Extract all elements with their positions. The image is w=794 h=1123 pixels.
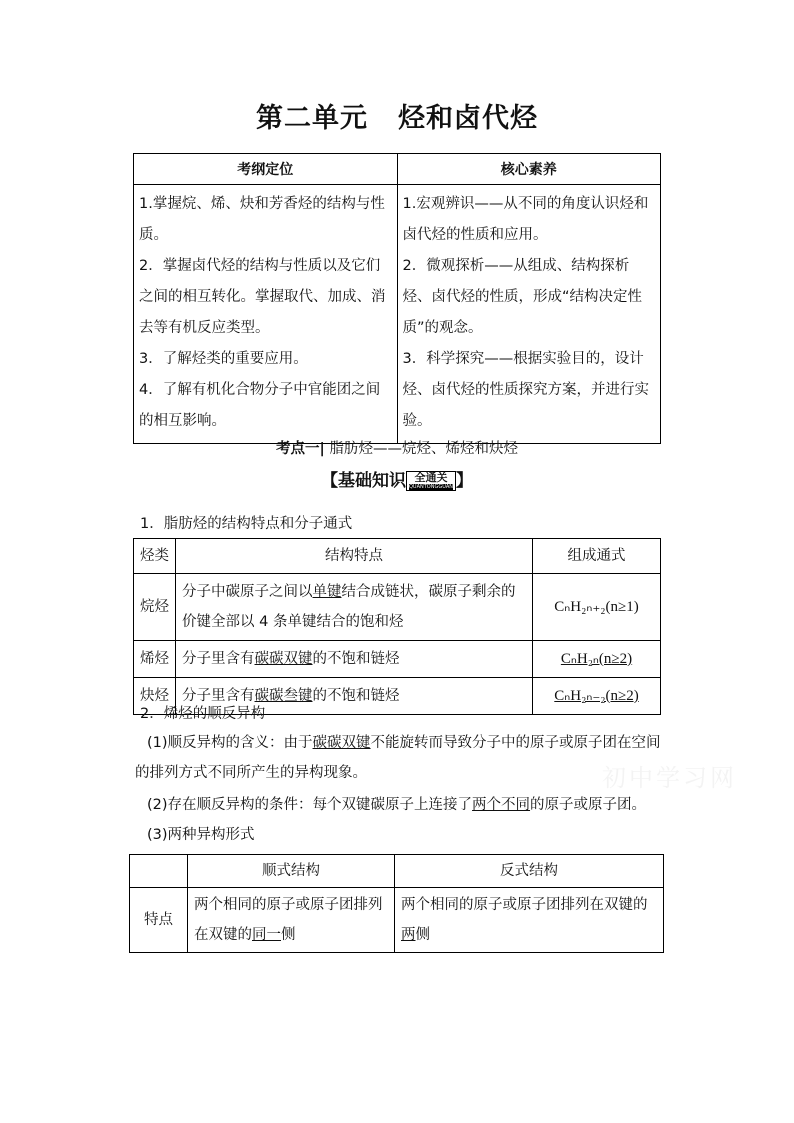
title-topic: 烃和卤代烃 — [398, 103, 538, 134]
kaodian-text: 脂肪烃——烷烃、烯烃和炔烃 — [329, 441, 518, 457]
hexin-item: 3．科学探究——根据实验目的，设计烃、卤代烃的性质探究方案，并进行实验。 — [402, 351, 649, 429]
row-structure — [176, 641, 533, 678]
section1-heading: 1．脂肪烃的结构特点和分子通式 — [140, 516, 353, 532]
text: 结合成链状，碳原子剩余的价键全部以 4 条单键结合的饱和烃 — [182, 584, 516, 630]
title-unit: 第二单元 — [256, 103, 368, 134]
answer-underline: 碳碳双键 — [312, 735, 371, 751]
col-trans: 反式结构 — [395, 855, 664, 888]
row-name: 特点 — [130, 888, 188, 953]
text: 分子中碳原子之间以 — [182, 584, 313, 600]
col-cis: 顺式结构 — [188, 855, 395, 888]
cis-cell — [188, 888, 395, 953]
kaodian-label: 考点一| — [276, 441, 325, 457]
kaogang-item: 4．了解有机化合物分子中官能团之间的相互影响。 — [139, 382, 381, 429]
banner-left: 【基础知识 — [320, 471, 406, 491]
text: 的原子或原子团。 — [530, 797, 647, 813]
paragraph-condition — [135, 790, 663, 820]
row-name: 炔烃 — [134, 678, 176, 715]
row-structure — [176, 574, 533, 641]
aliphatic-table — [133, 538, 661, 715]
kaogang-item: 1.掌握烷、烯、炔和芳香烃的结构与性质。 — [139, 196, 385, 243]
header-hexin: 核心素养 — [397, 154, 661, 185]
text: (2)存在顺反异构的条件：每个双键碳原子上连接了 — [147, 797, 473, 813]
hexin-item: 2．微观探析——从组成、结构探析烃、卤代烃的性质，形成“结构决定性质”的观念。 — [402, 258, 643, 336]
section2-heading: 2．烯烃的顺反异构 — [140, 706, 266, 722]
answer-underline: 单键 — [312, 584, 342, 600]
table-row — [134, 574, 661, 641]
text: 侧 — [281, 927, 296, 943]
text: 两个相同的原子或原子团排列在双键的 — [401, 897, 648, 913]
banner-tag-small: QUANTONGGUAN — [408, 484, 454, 490]
col-formula: 组成通式 — [533, 539, 661, 574]
text: 的不饱和链烃 — [312, 651, 400, 667]
header-kaogang: 考纲定位 — [134, 154, 398, 185]
isomer-table — [129, 854, 664, 953]
banner-tag — [406, 471, 456, 491]
col-structure: 结构特点 — [176, 539, 533, 574]
hexin-cell — [397, 185, 661, 444]
row-name: 烯烃 — [134, 641, 176, 678]
kaogang-cell — [134, 185, 398, 444]
table-row — [130, 888, 664, 953]
kaogang-item: 3．了解烃类的重要应用。 — [139, 351, 308, 367]
text: 不能旋转而导致分子中的原子或原子团在空间的排列方式不同所产生的异构现象。 — [135, 735, 661, 781]
page-title — [0, 96, 794, 135]
basic-knowledge-banner — [0, 466, 794, 491]
text: 分子里含有 — [182, 688, 255, 704]
answer-underline: 同一 — [252, 927, 281, 943]
answer-underline: 碳碳叁键 — [254, 688, 313, 704]
text: 的不饱和链烃 — [312, 688, 400, 704]
row-formula: CₙH₂ₙ₋₂(n≥2) — [533, 678, 661, 715]
text: (1)顺反异构的含义：由于 — [147, 735, 313, 751]
answer-underline: 两 — [401, 927, 416, 943]
row-name: 烷烃 — [134, 574, 176, 641]
banner-right: 】 — [456, 471, 474, 491]
text: 侧 — [415, 927, 430, 943]
row-formula: CₙH₂ₙ(n≥2) — [533, 641, 661, 678]
hexin-item: 1.宏观辨识——从不同的角度认识烃和卤代烃的性质和应用。 — [402, 196, 649, 243]
paragraph-definition — [135, 728, 663, 788]
paragraph-forms: (3)两种异构形式 — [147, 827, 255, 843]
answer-underline: 碳碳双键 — [254, 651, 313, 667]
trans-cell — [395, 888, 664, 953]
section-kaodian — [0, 437, 794, 458]
table-row — [134, 641, 661, 678]
col-type: 烃类 — [134, 539, 176, 574]
text: 两个相同的原子或原子团排列在双键的 — [194, 897, 383, 943]
watermark: 初中学习网 — [602, 764, 737, 792]
text: 分子里含有 — [182, 651, 255, 667]
kaogang-item: 2．掌握卤代烃的结构与性质以及它们之间的相互转化。掌握取代、加成、消去等有机反应类型。 — [139, 258, 386, 336]
answer-underline: 两个不同 — [472, 797, 531, 813]
row-formula: CₙH₂ₙ₊₂(n≥1) — [533, 574, 661, 641]
banner-tag-text: 全通关 — [414, 471, 448, 484]
objectives-table — [133, 153, 661, 444]
col-blank — [130, 855, 188, 888]
